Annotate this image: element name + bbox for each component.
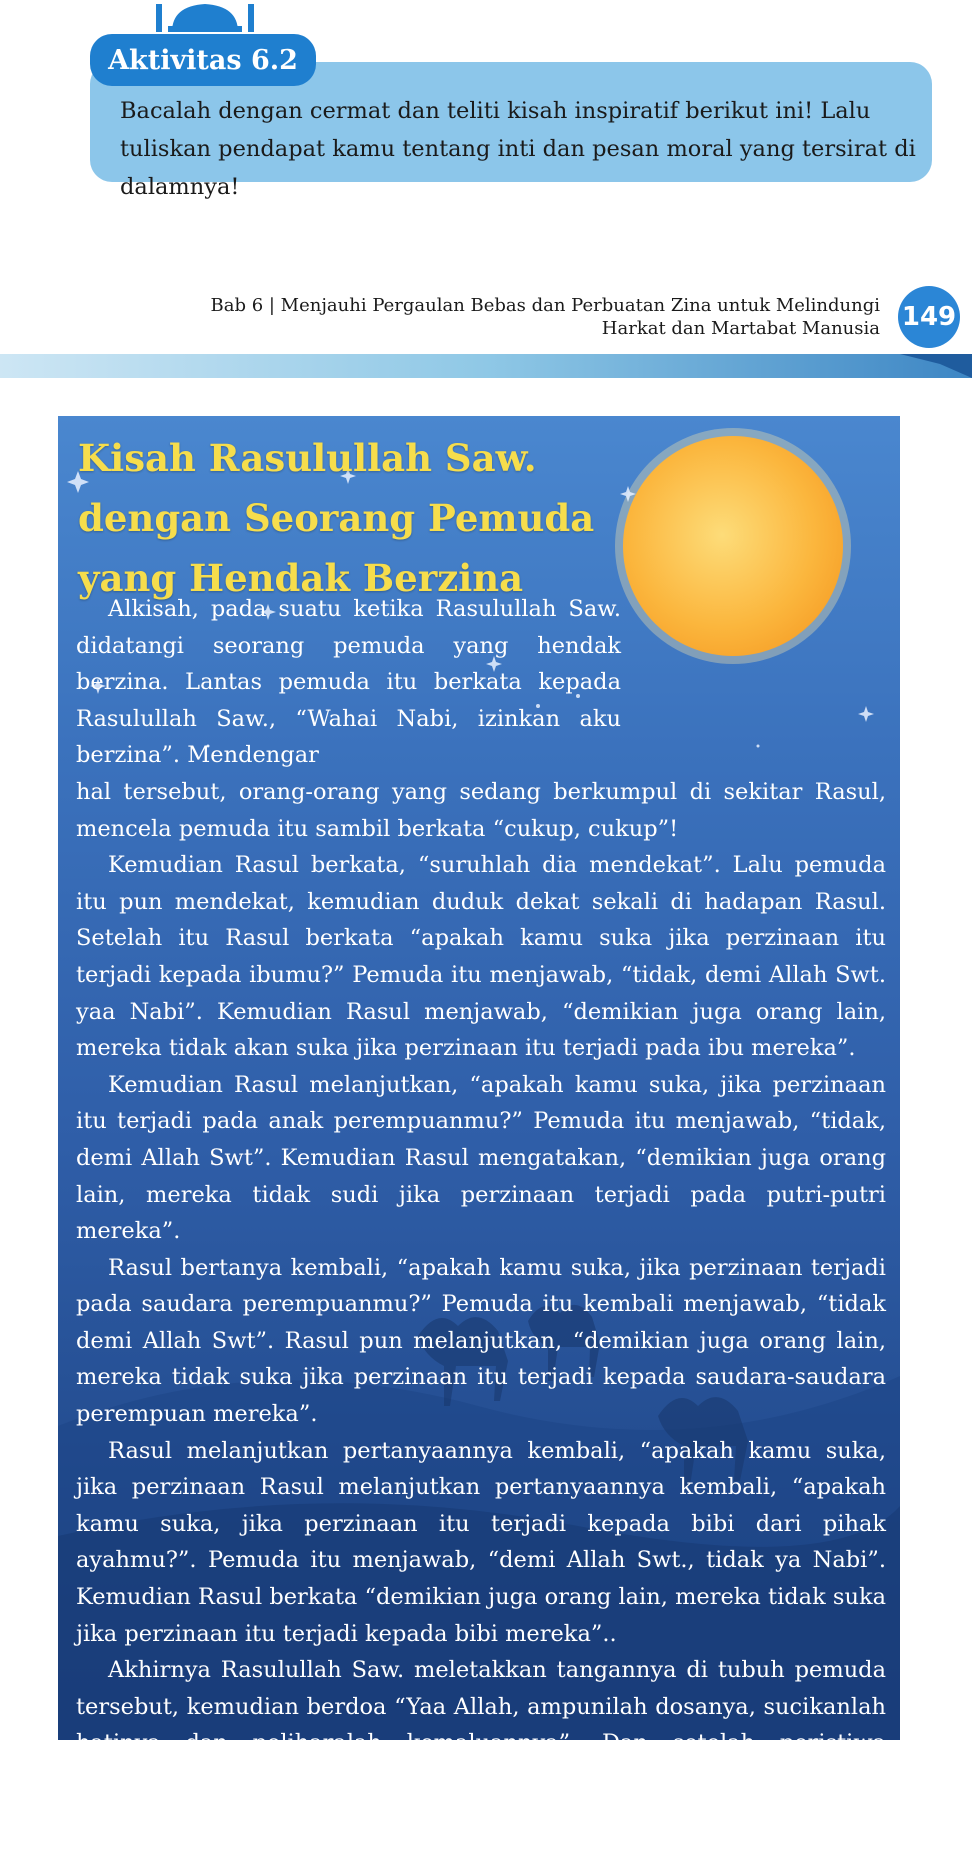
activity-instruction: Bacalah dengan cermat dan teliti kisah inspiratif berikut ini! Lalu tuliskan pendapat kamu tentang inti dan pesan moral yang tersirat di dalamnya! xyxy=(120,98,916,200)
story-paragraph: Akhirnya Rasulullah Saw. meletakkan tangannya di tubuh pemuda tersebut, kemudian berdoa “Yaa Allah, ampunilah dosanya, sucikanlah hatinya dan peliharalah kemaluannya”. Dan setelah peristiwa tersebut, pemuda itu tidak lagi terpikir untuk melakukan perbuatan zina dan tumbuh menjadi pemuda yang jujur, bertanggungjawab dan takut bermaksiat kepada Allah Swt. (H.R. Ahmad, No. 22211) xyxy=(76,1657,886,1867)
mosque-icon xyxy=(150,0,260,32)
decorative-strip xyxy=(0,352,972,380)
story-paragraph: Kemudian Rasul berkata, “suruhlah dia mendekat”. Lalu pemuda itu pun mendekat, kemudian duduk dekat sekali di hadapan Rasul. Setelah itu Rasul berkata “apakah kamu suka jika perzinaan itu terjadi kepada ibumu?” Pemuda itu menjawab, “tidak, demi Allah Swt. yaa Nabi”. Kemudian Rasul menjawab, “demikian juga orang lain, mereka tidak akan suka jika perzinaan itu terjadi pada ibu mereka”. xyxy=(76,852,886,1062)
story-text xyxy=(76,591,886,1872)
page-number: 149 xyxy=(898,286,960,348)
story-paragraph: hal tersebut, orang-orang yang sedang berkumpul di sekitar Rasul, mencela pemuda itu sambil berkata “cukup, cukup”! xyxy=(76,778,886,842)
story-panel xyxy=(58,416,900,1867)
story-paragraph: Rasul melanjutkan pertanyaannya kembali, “apakah kamu suka, jika perzinaan Rasul melanjutkan pertanyaannya kembali, “apakah kamu suka, jika perzinaan itu terjadi kepada bibi dari pihak ayahmu?”. Pemuda itu menjawab, “demi Allah Swt., tidak ya Nabi”. Kemudian Rasul berkata “demikian juga orang lain, mereka tidak suka jika perzinaan itu terjadi kepada bibi mereka”.. xyxy=(76,1437,886,1647)
story-paragraph: Kemudian Rasul melanjutkan, “apakah kamu suka, jika perzinaan itu terjadi pada anak perempuanmu?” Pemuda itu menjawab, “tidak, demi Allah Swt”. Kemudian Rasul mengatakan, “demikian juga orang lain, mereka tidak sudi jika perzinaan terjadi pada putri-putri mereka”. xyxy=(76,1071,886,1245)
activity-label: Aktivitas 6.2 xyxy=(90,34,316,86)
story-title: Kisah Rasulullah Saw. dengan Seorang Pemuda yang Hendak Berzina xyxy=(78,436,595,600)
chapter-title: Bab 6 | Menjauhi Pergaulan Bebas dan Perbuatan Zina untuk Melindungi Harkat dan Martabat Manusia xyxy=(210,295,880,339)
story-paragraph: Rasul bertanya kembali, “apakah kamu suka, jika perzinaan terjadi pada saudara perempuanmu?” Pemuda itu kembali menjawab, “tidak demi Allah Swt”. Rasul pun melanjutkan, “demikian juga orang lain, mereka tidak suka jika perzinaan itu terjadi kepada saudara-saudara perempuan mereka”. xyxy=(76,1254,886,1428)
story-paragraph: Alkisah, pada suatu ketika Rasulullah Saw. didatangi seorang pemuda yang hendak berzina. Lantas pemuda itu berkata kepada Rasulullah Saw., “Wahai Nabi, izinkan aku berzina”. Mendengar xyxy=(76,596,621,769)
